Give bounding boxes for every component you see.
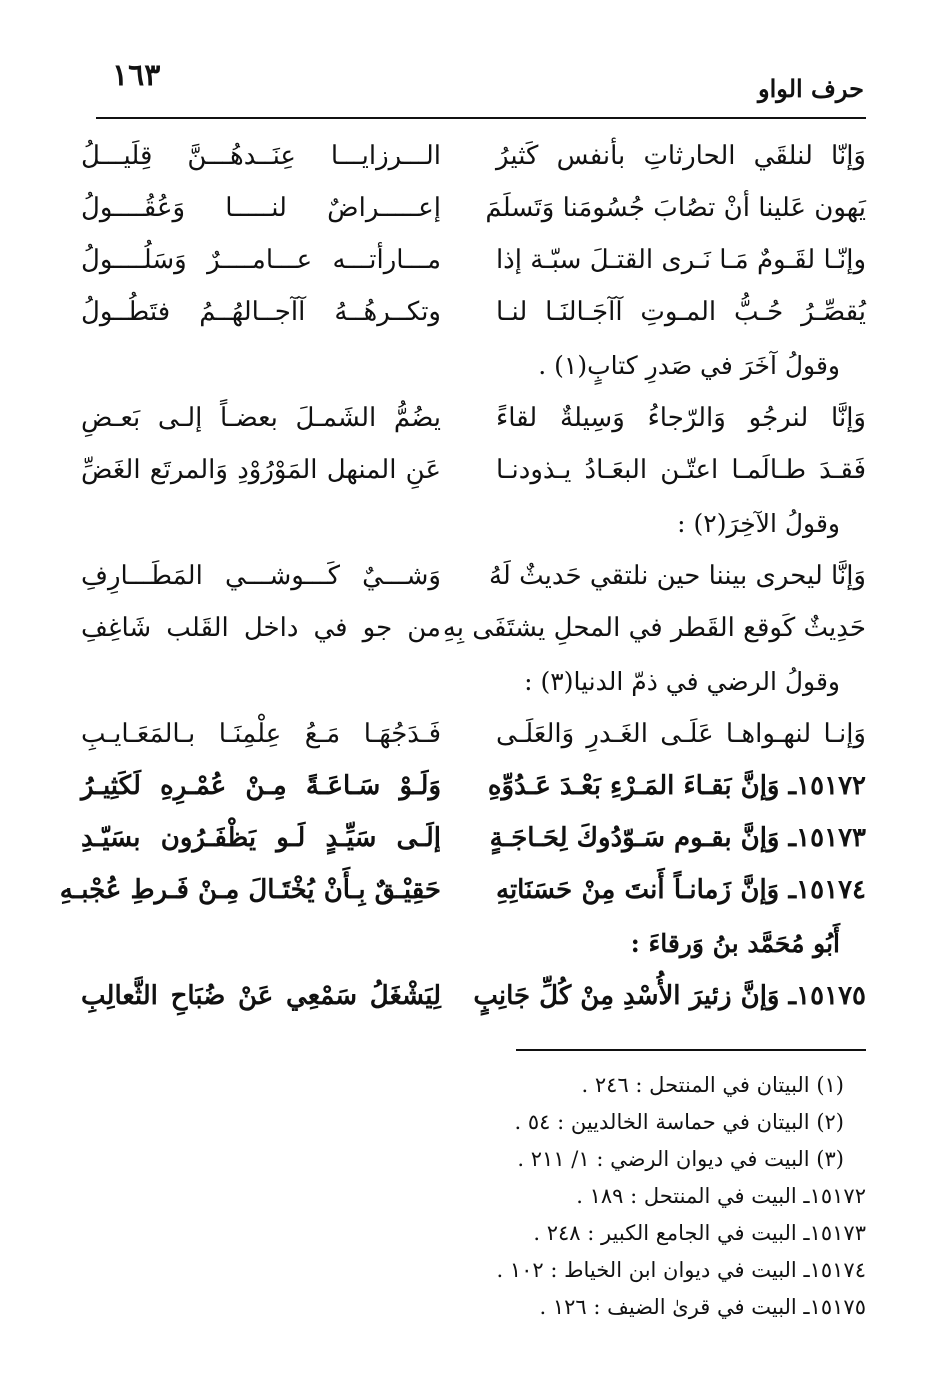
second-hemistich: عَنِ المنهل المَوْرُوْدِ وَالمرتَع الغَضِّ [81,455,441,485]
first-hemistich: وَإنـا لنهـواهـا عَلَـى الغَـدرِ وَالعَلَـى [496,719,866,749]
footnote: ١٥١٧٥ـ البيت في قرىٰ الضيف : ١٢٦ . [539,1294,866,1319]
second-hemistich: وَشـــيٌ كَـــوشـــي المَطَـــارِفِ [81,561,441,591]
verse-line [81,602,866,654]
first-hemistich: وإنّـا لقَـومٌ مَـا نَـرى القتـلَ سبّـة إذا [495,245,866,275]
second-hemistich: الـــرزايـــا عِنَــدهُـــنَّ قِلَيـــلُ [81,141,441,171]
verse-line [81,392,866,444]
footnote: (١) البيتان في المنتحل : ٢٤٦ . [581,1072,844,1097]
second-hemistich: حَقِيْـقٌ بِـأَنْ يُخْتَـالَ مِـنْ فَـرطِ عُجْبـهِ [59,875,441,905]
verse-line [81,444,866,496]
second-hemistich: فَـدَجُهَـا مَـعُ عِلْمِنَـا بـالمَعَـايـبِ [81,719,441,749]
first-hemistich: وَإنَّا ليحرى بيننا حين نلتقي حَديثٌ لَهُ [488,561,866,591]
second-hemistich: من جو في داخل القَلب شَاغِفِ [81,613,441,643]
second-hemistich: إلَـى سَيِّـدٍ لَـو يَظْفَـرُون بسَيّـدِ [81,823,441,853]
first-hemistich: يُقصِّـرُ حُـبُّ المـوتِ آآجَـالنَـا لنـا [496,297,866,327]
footnote: (٢) البيتان في حماسة الخالديين : ٥٤ . [514,1109,844,1134]
numbered-verse-line [81,970,866,1022]
verse-line [81,234,866,286]
first-hemistich: ١٥١٧٢ـ وَإنَّ بَقـاءَ المَـرْءِ بَعْـدَ عَـدُوِّهِ [487,771,866,801]
second-hemistich: وتكــرهُــهُ آآجــالهُــمُ فتَطُــولُ [81,297,441,327]
footnote: ١٥١٧٣ـ البيت في الجامع الكبير : ٢٤٨ . [533,1220,866,1245]
verse-line [81,550,866,602]
second-hemistich: مـــارأتـــه عـــامــــرٌ وَسَلُــــولُ [81,245,441,275]
second-hemistich: وَلَـوْ سَـاعَـةً مِـنْ عُمْـرِهِ لَكَثِيـرُ [81,771,441,801]
verse-line [81,286,866,338]
numbered-verse-line [81,760,866,812]
first-hemistich: ١٥١٧٤ـ وَإنَّ زَمانـاً أَنتَ مِنْ حَسَنَاتِهِ [496,875,866,905]
first-hemistich: ١٥١٧٣ـ وَإنَّ بقـوم سَـوّدُوكَ لِحَـاجَـةٍ [489,823,866,853]
footnote-divider [516,1049,866,1051]
first-hemistich: وَإنَّا لنرجُو وَالرّجاءُ وَسِيلةٌ لقاءً [496,403,866,433]
footnote: (٣) البيت في ديوان الرضي : ١/ ٢١١ . [517,1146,844,1171]
verse-line [81,182,866,234]
second-hemistich: إعـــــراضٌ لنـــــا وَعُقُــــولُ [81,193,441,223]
chapter-title: حرف الواو [758,74,864,103]
header-divider [96,117,866,119]
second-hemistich: يضُمُّ الشَمـلَ بعضـاً إلـى بَعـضِ [81,403,441,433]
first-hemistich: فَقـدَ طـالَمـا اعتّـن البعَـادُ يـذودنـا [496,455,866,485]
verse-introduction: وقولُ الرضي في ذمّ الدنيا(٣) : [524,666,840,696]
numbered-verse-line [81,812,866,864]
footnotes [81,1066,866,1325]
second-hemistich: لِيَشْغَلُ سَمْعِي عَنْ ضُبَاحِ الثَّعالِبِ [81,981,441,1011]
first-hemistich: ١٥١٧٥ـ وَإنَّ زئيرَ الأُسْدِ مِنْ كُلِّ جَانِبٍ [473,981,866,1011]
verse-introduction: وقولُ آخَرَ في صَدرِ كتابٍ(١) . [538,350,840,380]
first-hemistich: وَإنّا لنلقَي الحارثاتِ بأنفس كَثيرُ [496,141,866,171]
poet-name: أَبُو مُحَمَّد بنُ وَرقاءَ : [630,928,840,958]
first-hemistich: حَدِيثٌ كَوقع القَطر في المحلِ يشتَفَى بِهِ [442,613,866,643]
poem-body [59,130,866,1022]
verse-line [81,130,866,182]
numbered-verse-line [59,864,866,916]
verse-introduction: وقولُ الآخِرَ(٢) : [677,508,840,538]
footnote: ١٥١٧٤ـ البيت في ديوان ابن الخياط : ١٠٢ . [496,1257,866,1282]
verse-line [81,708,866,760]
first-hemistich: يَهون عَلينا أنْ تصُابَ جُسُومَنا وَتَسلَمَ [485,193,866,223]
page-number: ١٦٣ [112,58,161,93]
footnote: ١٥١٧٢ـ البيت في المنتحل : ١٨٩ . [576,1183,866,1208]
